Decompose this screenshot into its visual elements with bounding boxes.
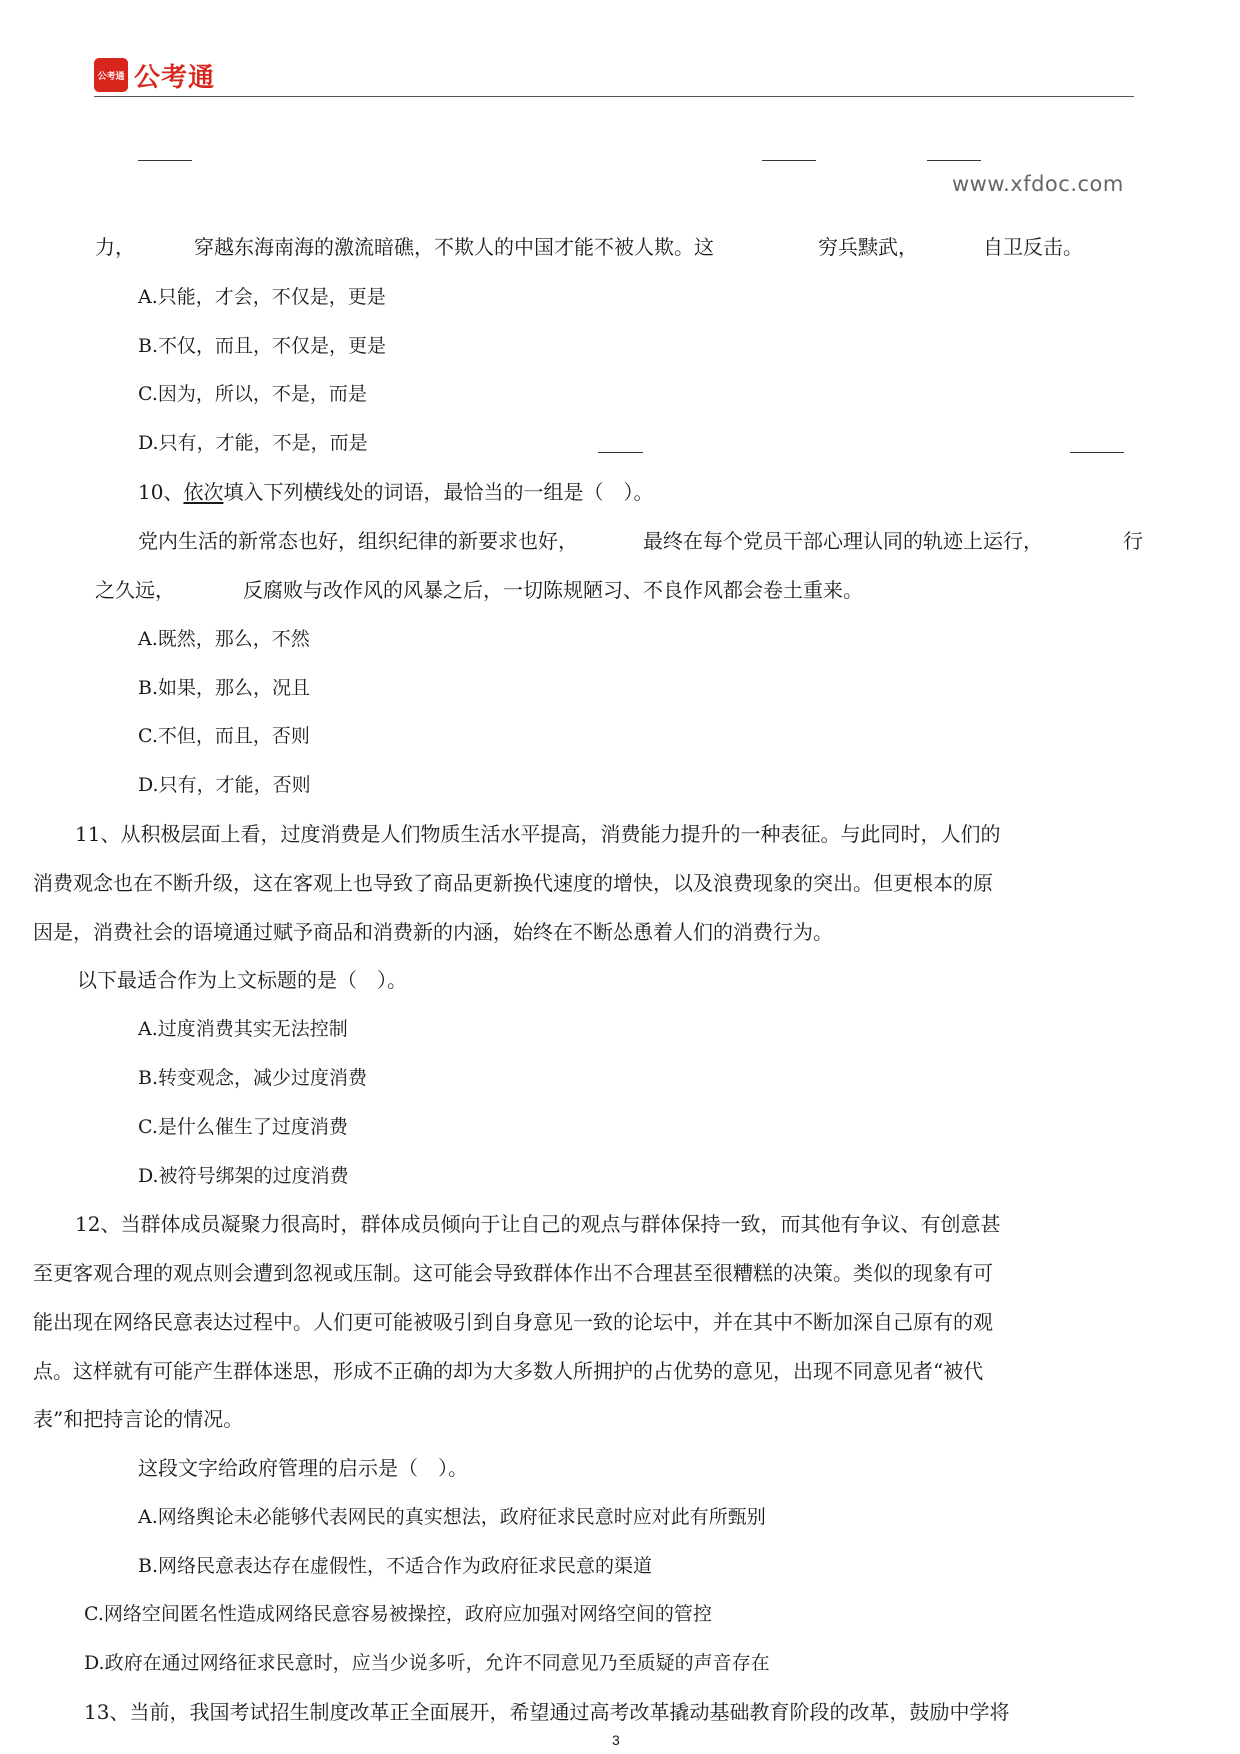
q12-passage-line: 至更客观合理的观点则会遭到忽视或压制。这可能会导致群体作出不合理甚至很糟糕的决策。类似的现象有可 [33,1261,993,1285]
q12-question: 这段文字给政府管理的启示是（ ）。 [138,1456,468,1480]
q12-passage-line: 能出现在网络民意表达过程中。人们更可能被吸引到自身意见一致的论坛中，并在其中不断加深自己原有的观 [33,1310,993,1334]
q9-tail-1: 力， [95,235,135,259]
q10-passage-1c: 行 [1123,529,1143,553]
q10-option-b: B.如果，那么，况且 [138,677,311,699]
blank-line [598,452,643,453]
q10-stem [138,479,653,505]
q9-option-d: D.只有，才能，不是，而是 [138,432,368,454]
q9-tail-4: 自卫反击。 [983,235,1083,259]
q10-option-a: A.既然，那么，不然 [138,628,310,650]
q10-passage-2b: 反腐败与改作风的风暴之后，一切陈规陋习、不良作风都会卷土重来。 [243,578,863,602]
logo [94,58,215,92]
q11-passage-line: 因是，消费社会的语境通过赋予商品和消费新的内涵，始终在不断怂恿着人们的消费行为。 [33,920,833,944]
q12-option-c: C.网络空间匿名性造成网络民意容易被操控，政府应加强对网络空间的管控 [84,1603,712,1625]
q9-option-a: A.只能，才会，不仅是，更是 [138,286,386,308]
q10-option-c: C.不但，而且，否则 [138,725,310,747]
watermark: www.xfdoc.com [952,172,1124,196]
blank-line [1070,452,1124,453]
q10-number: 10、 [138,480,184,504]
q11-option-b: B.转变观念，减少过度消费 [138,1067,368,1089]
q12-option-d: D.政府在通过网络征求民意时，应当少说多听，允许不同意见乃至质疑的声音存在 [84,1652,770,1674]
q11-passage-line: 消费观念也在不断升级，这在客观上也导致了商品更新换代速度的增快，以及浪费现象的突出。但更根本的原 [33,871,993,895]
q11-passage-line: 11、从积极层面上看，过度消费是人们物质生活水平提高，消费能力提升的一种表征。与此同时，人们的 [75,822,1001,846]
q10-passage-1a: 党内生活的新常态也好，组织纪律的新要求也好， [138,529,578,553]
q11-question: 以下最适合作为上文标题的是（ ）。 [77,968,407,992]
header-divider [94,96,1134,97]
q10-option-d: D.只有，才能，否则 [138,774,311,796]
page-number: 3 [612,1732,620,1748]
logo-badge-icon: 公考通 [94,58,128,92]
q9-option-b: B.不仅，而且，不仅是，更是 [138,335,387,357]
q13-passage-line: 13、当前，我国考试招生制度改革正全面展开，希望通过高考改革撬动基础教育阶段的改革，鼓励中学将 [84,1700,1010,1724]
q11-option-a: A.过度消费其实无法控制 [138,1018,348,1040]
q10-passage-2a: 之久远， [95,578,175,602]
q11-option-c: C.是什么催生了过度消费 [138,1116,348,1138]
q12-option-a: A.网络舆论未必能够代表网民的真实想法，政府征求民意时应对此有所甄别 [138,1506,766,1528]
q12-passage-line: 表”和把持言论的情况。 [33,1407,244,1431]
q12-option-b: B.网络民意表达存在虚假性，不适合作为政府征求民意的渠道 [138,1555,653,1577]
q11-option-d: D.被符号绑架的过度消费 [138,1165,349,1187]
q10-stem-text: 填入下列横线处的词语，最恰当的一组是（ ）。 [223,480,654,504]
q9-tail-3: 穷兵黩武， [818,235,918,259]
q12-passage-line: 12、当群体成员凝聚力很高时，群体成员倾向于让自己的观点与群体保持一致，而其他有争议、有创意甚 [75,1212,1001,1236]
q9-tail-2: 穿越东海南海的激流暗礁，不欺人的中国才能不被人欺。这 [194,235,714,259]
blank-line [762,160,816,161]
q12-passage-line: 点。这样就有可能产生群体迷思，形成不正确的却为大多数人所拥护的占优势的意见，出现不同意见者“被代 [33,1359,984,1383]
q10-passage-1b: 最终在每个党员干部心理认同的轨迹上运行， [643,529,1043,553]
blank-line [927,160,981,161]
q10-underlined-word: 依次 [183,480,224,504]
blank-line [138,160,192,161]
q9-option-c: C.因为，所以，不是，而是 [138,383,367,405]
logo-text: 公考通 [134,62,216,93]
